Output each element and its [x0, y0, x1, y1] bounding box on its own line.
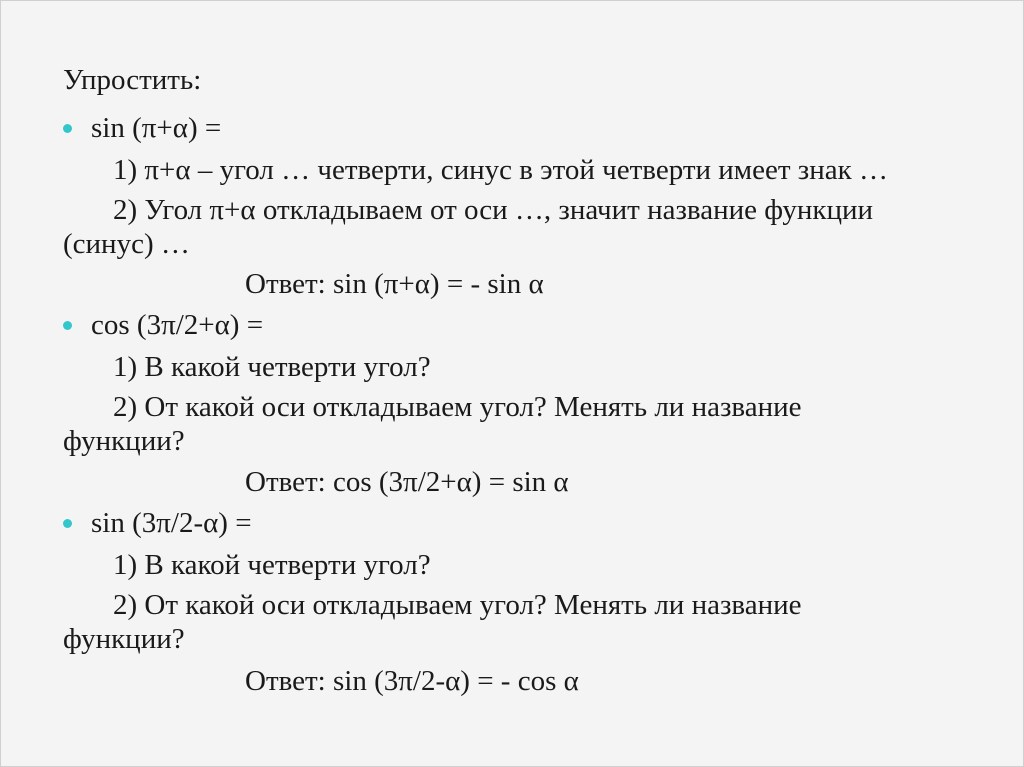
answer-3: Ответ: sin (3π/2-α) = - cos α: [245, 665, 579, 697]
bullet-icon: [63, 124, 72, 133]
expression-1: sin (π+α) =: [91, 112, 222, 144]
expression-3: sin (3π/2-α) =: [91, 507, 252, 539]
step1-3: 1) В какой четверти угол?: [113, 549, 431, 581]
step2-3-line2: функции?: [63, 623, 185, 655]
step1-1: 1) π+α – угол … четверти, синус в этой четверти имеет знак …: [113, 154, 888, 186]
bullet-icon: [63, 519, 72, 528]
step2-1-line2: (синус) …: [63, 228, 190, 260]
bullet-icon: [63, 321, 72, 330]
slide-heading: Упростить:: [63, 64, 202, 96]
expression-2: cos (3π/2+α) =: [91, 309, 264, 341]
step2-2-line2: функции?: [63, 425, 185, 457]
answer-2: Ответ: cos (3π/2+α) = sin α: [245, 466, 569, 498]
step2-3-line1: 2) От какой оси откладываем угол? Менять ли название: [113, 589, 802, 621]
answer-1: Ответ: sin (π+α) = - sin α: [245, 268, 544, 300]
step2-2-line1: 2) От какой оси откладываем угол? Менять ли название: [113, 391, 802, 423]
step1-2: 1) В какой четверти угол?: [113, 351, 431, 383]
step2-1-line1: 2) Угол π+α откладываем от оси …, значит название функции: [113, 194, 874, 226]
